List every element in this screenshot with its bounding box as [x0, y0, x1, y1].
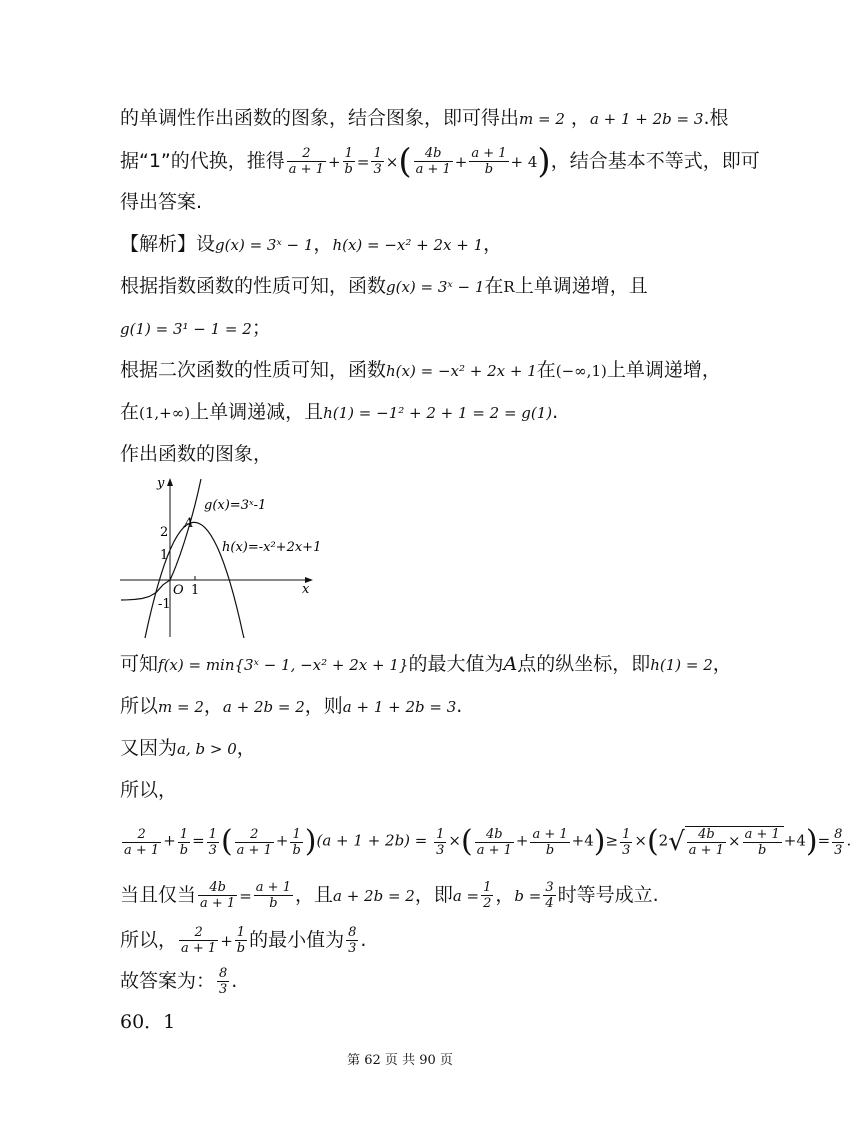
analysis-label: 【解析】: [120, 233, 197, 255]
math-sum-eq: a + 1 + 2b = 3: [589, 110, 704, 128]
origin-label: O: [173, 583, 184, 598]
text-line-2: 据“1”的代换，推得 $\frac{2}{a + 1}$ + $\frac{1}{b}$ = $\frac{1}{3}$ ×( $\frac{4b}{a + 1}$ + $\frac{a + 1}{b}$ + 4)，结合基本不等式，即可: [120, 141, 760, 182]
frac-4b-over-a1: $\frac{4b}{a + 1}$: [415, 146, 451, 177]
text-line-17: 故答案为： $\frac{8}{3}$ .: [120, 966, 238, 997]
h-definition: h(x) = −x² + 2x + 1: [332, 236, 484, 254]
tick-y-minus1: -1: [158, 597, 171, 612]
y-axis-arrow: [167, 478, 173, 486]
h-curve-label: h(x)=-x²+2x+1: [222, 540, 322, 555]
tick-y-2: 2: [160, 525, 169, 540]
frac-1-over-3: $\frac{1}{3}$: [373, 146, 382, 177]
text-line-8: 在(1,+∞)上单调递减，且h(1) = −1² + 2 + 1 = 2 = g(1).: [120, 401, 559, 423]
tick-x-1: 1: [191, 583, 200, 598]
text-line-5: 根据指数函数的性质可知，函数g(x) = 3ˣ − 1在R上单调递增，且: [120, 275, 648, 297]
x-axis-label: x: [302, 582, 310, 597]
text-line-9: 作出函数的图象，: [120, 443, 273, 465]
frac-2-over-a1: $\frac{2}{a + 1}$: [288, 146, 324, 177]
next-question-number: 60．1: [120, 1011, 176, 1033]
text-line-16: 所以， $\frac{2}{a + 1}$ + $\frac{1}{b}$ 的最小值为 $\frac{8}{3}$ .: [120, 925, 367, 956]
frac-a1-over-b: $\frac{a + 1}{b}$: [471, 146, 507, 177]
tick-y-1: 1: [160, 548, 169, 563]
text-line-6: g(1) = 3¹ − 1 = 2；: [120, 317, 271, 339]
analysis-line: 【解析】设g(x) = 3ˣ − 1，h(x) = −x² + 2x + 1，: [120, 233, 503, 255]
page-footer: 第 62 页 共 90 页: [347, 1053, 453, 1068]
text-line-15: 当且仅当 $\frac{4b}{a + 1}$ = $\frac{a + 1}{b}$ ，且a + 2b = 2，即a = $\frac{1}{2}$ ，b = $\frac{3}{4}$ 时等号成立.: [120, 880, 659, 911]
frac-1-over-b: $\frac{1}{b}$: [344, 146, 353, 177]
text-line-11: 所以m = 2，a + 2b = 2，则a + 1 + 2b = 3.: [120, 695, 463, 717]
text-line-1: 的单调性作出函数的图象，结合图象，即可得出m = 2 ，a + 1 + 2b = 3.根: [120, 107, 729, 129]
g-definition: g(x) = 3ˣ − 1: [215, 236, 314, 254]
function-graph: [118, 475, 322, 640]
math-m-eq: m = 2: [519, 110, 565, 128]
text-line-3: 得出答案.: [120, 191, 203, 213]
text-line-13: 所以，: [120, 779, 178, 801]
y-axis-label: y: [157, 476, 165, 491]
text-line-10: 可知f(x) = min{3ˣ − 1, −x² + 2x + 1}的最大值为A点的纵坐标，即h(1) = 2，: [120, 653, 732, 675]
inequality-line: $\frac{2}{a + 1}$ + $\frac{1}{b}$ = $\frac{1}{3}$ ( $\frac{2}{a + 1}$ + $\frac{1}{b}$ )(a + 1 + 2b) = $\frac{1}{3}$ ×( $\frac{4b}{a + 1}$ + $\frac{a + 1}{b}$ +4)≥ $\frac{1}{3}$ ×(2√ $\frac{4b}{a + 1}$ × $\frac{a + 1}{b}$ +4)= $\frac{8}{3}$ .: [124, 824, 851, 859]
g-curve-label: g(x)=3ˣ-1: [204, 498, 267, 513]
point-a-label: A: [184, 516, 194, 531]
text-line-7: 根据二次函数的性质可知，函数h(x) = −x² + 2x + 1在(−∞,1)上单调递增，: [120, 359, 721, 381]
text-line-12: 又因为a, b > 0，: [120, 737, 256, 759]
